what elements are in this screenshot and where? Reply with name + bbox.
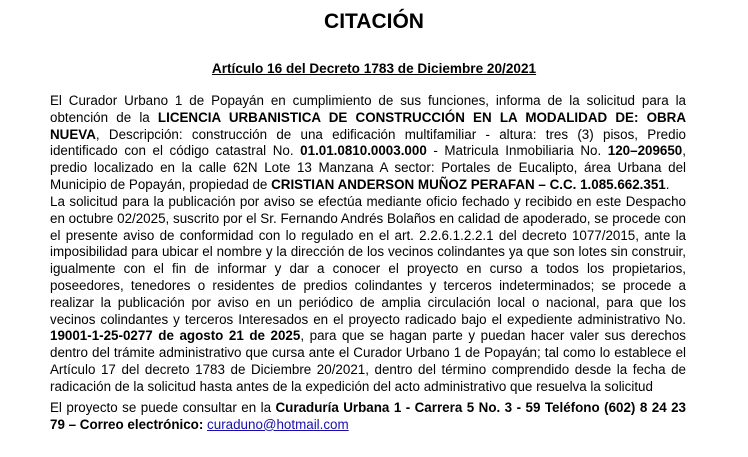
text: , predio localizado en la calle 62N Lote 13 Manzana A sector: Portales de Eucalipto, área Urbana del Municipio de Popayán, propiedad de [50,143,686,192]
office-contact: Curaduría Urbana 1 - Carrera 5 No. 3 - 59 Teléfono (602) 8 24 23 79 – Correo electrónico: [50,400,686,432]
text: , Descripción: construcción de una edificación multifamiliar - altura: tres (3) pisos, Predio identificado con el código catastral No. [50,126,686,159]
text: La solicitud para la publicación por aviso se efectúa mediante oficio fechado y recibido en este Despacho en octubre 02/2025, suscrito por el Sr. Fernando Andrés Bolaños en calidad de apoderado, se procede con el presente aviso de conformidad con lo regulado en el art. 2.2.6.1.2.2.1 del decreto 1077/2015, ante la imposibilidad para ubicar el nombre y la dirección de los vecinos colindantes ya que son lotes sin construir, igualmente con el fin de informar y dar a conocer el proyecto en curso a todos los propietarios, poseedores, tenedores o residentes de predios colindantes y terceros indeterminados; se procede a realizar la publicación por aviso en un periódico de amplia circulación local o nacional, para que los vecinos colindantes y terceros Interesados en el proyecto radicado bajo el expediente administrativo No. [50,194,686,327]
text: El Curador Urbano 1 de Popayán en cumplimiento de sus funciones, informa de la solicitud para la obtención de la [50,93,686,125]
owner-name: CRISTIAN ANDERSON MUÑOZ PERAFAN – C.C. 1.085.662.351 [271,176,666,192]
text: . [665,176,670,192]
page-title: CITACIÓN [324,10,424,33]
email-link[interactable]: curaduno@hotmail.com [207,416,349,432]
request-paragraph [50,194,686,396]
license-type: LICENCIA URBANISTICA DE CONSTRUCCIÓN EN LA MODALIDAD DE: OBRA NUEVA [50,109,686,142]
contact-paragraph [50,400,686,434]
file-number: 19001-1-25-0277 de agosto 21 de 2025 [50,328,301,344]
cadastral-code: 01.01.0810.0003.000 [300,143,427,159]
legal-reference: Artículo 16 del Decreto 1783 de Diciembre 20/2021 [211,61,537,76]
registration-number: 120–209650 [607,143,683,159]
text: El proyecto se puede consultar en la [50,400,276,415]
notice-paragraph [50,93,686,194]
text: , para que se hagan parte y puedan hacer valer sus derechos dentro del trámite administrativo que cursa ante el Curador Urbano 1 de Popayán; tal como lo establece el Artículo 17 del decreto 1783 de Diciembre 20/2021, dentro del término comprendido desde la fecha de radicación de la solicitud hasta antes de la expedición del acto administrativo que resuelva la solicitud [50,328,686,394]
text: - Matricula Inmobiliaria No. [426,143,608,159]
